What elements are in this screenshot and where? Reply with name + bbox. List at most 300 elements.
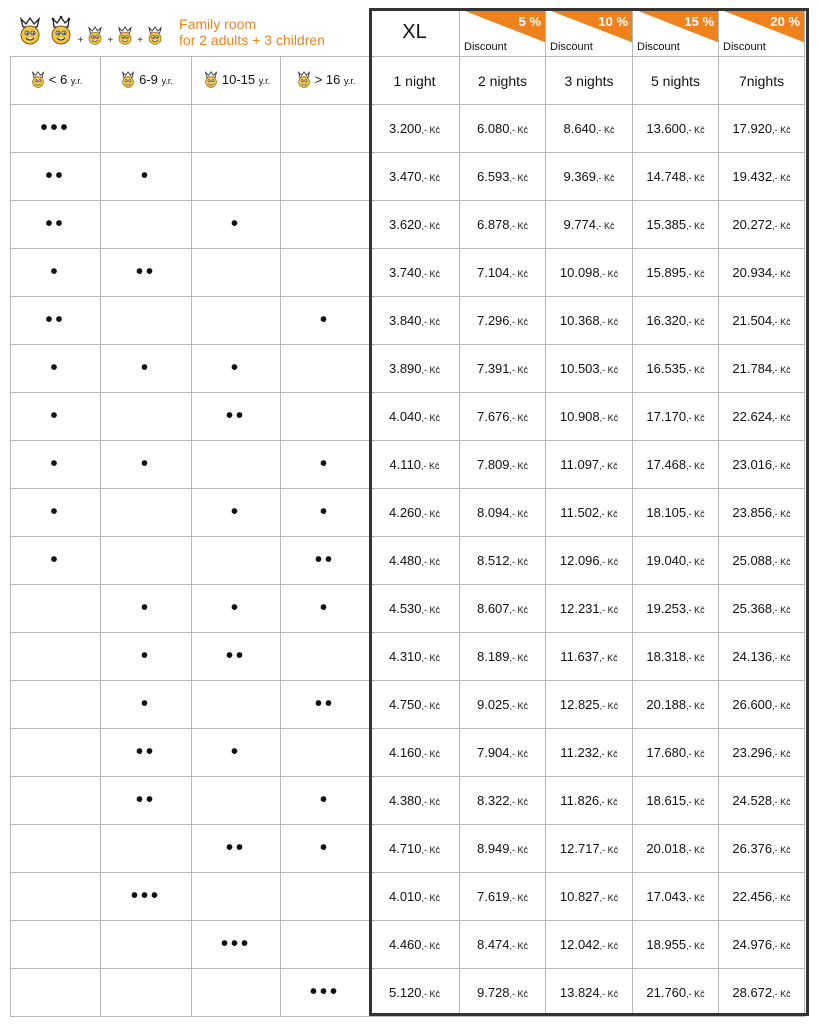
currency-label: ,- Kč (772, 461, 791, 471)
child-count-dots: • (320, 453, 331, 475)
price-cell (633, 201, 719, 249)
child-count-dots: •• (45, 309, 66, 331)
price-value: 26.376 (732, 841, 773, 856)
price-value: 22.624 (732, 409, 773, 424)
table-row (11, 489, 818, 537)
price-cell (719, 969, 805, 1017)
header-row-1 (11, 9, 818, 57)
price-cell (460, 681, 546, 729)
currency-label: ,- Kč (772, 845, 791, 855)
price-cell (546, 825, 633, 873)
price-cell (546, 249, 633, 297)
price-cell (546, 777, 633, 825)
child-count-cell (281, 345, 370, 393)
price-value: 10.368 (559, 313, 600, 328)
price-cell (370, 681, 460, 729)
price-value: 22.456 (732, 889, 773, 904)
child-count-dots: • (320, 789, 331, 811)
child-count-cell (192, 441, 281, 489)
child-count-cell (101, 201, 192, 249)
currency-label: ,- Kč (421, 797, 441, 807)
child-count-cell (101, 585, 192, 633)
child-count-dots: ••• (310, 981, 341, 1003)
child-face-icon (85, 25, 105, 50)
price-cell (370, 105, 460, 153)
child-count-cell (101, 969, 192, 1017)
child-count-cell (101, 681, 192, 729)
currency-label: ,- Kč (772, 605, 791, 615)
child-count-dots: • (50, 549, 61, 571)
child-count-cell (281, 393, 370, 441)
child-count-dots: ••• (220, 933, 251, 955)
currency-label: ,- Kč (686, 125, 705, 135)
currency-label: ,- Kč (772, 557, 791, 567)
currency-label: ,- Kč (686, 749, 705, 759)
currency-label: ,- Kč (686, 269, 705, 279)
price-value: 24.528 (732, 793, 773, 808)
price-value: 23.296 (732, 745, 773, 760)
child-face-icon (295, 70, 313, 91)
price-value: 7.391 (476, 361, 510, 376)
child-count-cell (281, 249, 370, 297)
currency-label: ,- Kč (509, 461, 529, 471)
price-cell (546, 105, 633, 153)
price-cell (633, 345, 719, 393)
price-cell (460, 873, 546, 921)
room-title: Family room (179, 16, 257, 33)
price-value: 20.934 (732, 265, 773, 280)
child-count-cell (101, 729, 192, 777)
currency-label: ,- Kč (599, 557, 619, 567)
child-count-dots: •• (315, 549, 336, 571)
age-range: < 6 (48, 71, 68, 87)
price-cell (370, 633, 460, 681)
child-count-cell (281, 633, 370, 681)
child-count-dots: • (320, 837, 331, 859)
child-count-dots: • (50, 453, 61, 475)
price-value: 4.530 (388, 601, 422, 616)
price-cell (460, 201, 546, 249)
child-count-cell (192, 105, 281, 153)
price-cell (460, 633, 546, 681)
price-cell (633, 105, 719, 153)
price-cell (719, 249, 805, 297)
child-count-cell (192, 489, 281, 537)
currency-label: ,- Kč (686, 989, 705, 999)
plus-sign: + (77, 34, 84, 46)
nights-header: 1 night (370, 57, 460, 105)
price-cell (546, 489, 633, 537)
price-cell (719, 777, 805, 825)
king-face-icon (15, 15, 45, 50)
child-count-dots: ••• (130, 885, 161, 907)
currency-label: ,- Kč (599, 989, 619, 999)
table-row (11, 969, 818, 1017)
child-count-dots: • (230, 741, 241, 763)
discount-label: Discount (637, 41, 680, 53)
price-value: 15.895 (646, 265, 687, 280)
price-value: 10.908 (559, 409, 600, 424)
family-icons (15, 15, 166, 50)
currency-label: ,- Kč (686, 941, 705, 951)
child-count-cell (101, 249, 192, 297)
price-cell (719, 105, 805, 153)
table-row (11, 825, 818, 873)
price-value: 11.637 (560, 649, 600, 664)
currency-label: ,- Kč (772, 173, 791, 183)
price-cell (370, 585, 460, 633)
child-count-cell (11, 537, 101, 585)
child-count-dots: • (140, 693, 151, 715)
price-value: 7.904 (476, 745, 510, 760)
price-value: 24.976 (732, 937, 773, 952)
child-count-cell (101, 393, 192, 441)
child-count-dots: • (50, 501, 61, 523)
currency-label: ,- Kč (686, 653, 705, 663)
currency-label: ,- Kč (509, 125, 529, 135)
price-cell (460, 393, 546, 441)
currency-label: ,- Kč (421, 461, 440, 471)
child-count-cell (281, 585, 370, 633)
child-count-cell (281, 153, 370, 201)
currency-label: ,- Kč (686, 461, 705, 471)
discount-percent: 20 % (770, 14, 801, 29)
currency-label: ,- Kč (599, 845, 619, 855)
price-cell (719, 681, 805, 729)
currency-label: ,- Kč (686, 701, 705, 711)
price-cell (546, 729, 633, 777)
price-cell (370, 345, 460, 393)
price-cell (633, 489, 719, 537)
child-count-cell (192, 633, 281, 681)
table-row (11, 153, 818, 201)
currency-label: ,- Kč (421, 989, 441, 999)
price-cell (370, 489, 460, 537)
price-cell (546, 921, 633, 969)
room-subtitle: for 2 adults + 3 children (179, 32, 325, 49)
price-value: 7.676 (476, 409, 510, 424)
child-count-dots: • (320, 597, 331, 619)
price-cell (633, 825, 719, 873)
price-value: 12.231 (559, 601, 600, 616)
child-count-cell (192, 249, 281, 297)
currency-label: ,- Kč (509, 701, 529, 711)
price-value: 21.784 (732, 361, 773, 376)
price-cell (370, 201, 460, 249)
price-cell (546, 873, 633, 921)
child-count-dots: •• (135, 789, 156, 811)
child-count-dots: •• (45, 165, 66, 187)
child-count-dots: ••• (40, 117, 71, 139)
child-count-cell (101, 153, 192, 201)
child-count-cell (11, 825, 101, 873)
nights-header: 2 nights (460, 57, 546, 105)
price-cell (719, 153, 805, 201)
age-col-under-6 (11, 57, 101, 105)
child-count-dots: • (230, 213, 241, 235)
price-cell (719, 585, 805, 633)
child-count-dots: • (230, 357, 241, 379)
currency-label: ,- Kč (686, 317, 705, 327)
price-value: 4.260 (388, 505, 422, 520)
discount-label: Discount (723, 41, 766, 53)
price-cell (460, 729, 546, 777)
currency-label: ,- Kč (599, 269, 619, 279)
price-value: 8.094 (476, 505, 510, 520)
currency-label: ,- Kč (421, 173, 441, 183)
child-face-icon (202, 70, 220, 91)
currency-label: ,- Kč (421, 845, 441, 855)
child-count-dots: • (320, 501, 331, 523)
price-cell (460, 345, 546, 393)
price-cell (546, 585, 633, 633)
child-count-cell (11, 921, 101, 969)
price-cell (633, 537, 719, 585)
price-cell (370, 729, 460, 777)
table-row (11, 537, 818, 585)
currency-label: ,- Kč (772, 413, 791, 423)
currency-label: ,- Kč (509, 269, 529, 279)
discount-5-cell (460, 9, 546, 57)
price-value: 3.890 (388, 361, 422, 376)
age-unit: y.r. (258, 75, 271, 86)
price-value: 8.607 (476, 601, 510, 616)
currency-label: ,- Kč (509, 749, 529, 759)
xl-label: XL (370, 9, 460, 57)
child-count-cell (192, 537, 281, 585)
currency-label: ,- Kč (686, 605, 705, 615)
price-value: 5.120 (388, 985, 422, 1000)
price-value: 23.016 (732, 457, 773, 472)
price-value: 9.728 (476, 985, 510, 1000)
child-count-dots: •• (315, 693, 336, 715)
price-value: 8.512 (476, 553, 510, 568)
price-value: 25.088 (732, 553, 773, 568)
currency-label: ,- Kč (421, 605, 441, 615)
age-col-over-16 (281, 57, 370, 105)
room-description (179, 16, 325, 48)
price-cell (370, 393, 460, 441)
table-row (11, 777, 818, 825)
currency-label: ,- Kč (772, 941, 791, 951)
price-cell (719, 729, 805, 777)
price-table (10, 8, 818, 1017)
child-count-cell (11, 585, 101, 633)
age-col-6-9 (101, 57, 192, 105)
price-cell (460, 777, 546, 825)
price-value: 12.042 (559, 937, 600, 952)
child-count-dots: • (140, 645, 151, 667)
price-value: 3.740 (388, 265, 422, 280)
age-range: 6-9 (139, 71, 158, 87)
table-row (11, 393, 818, 441)
price-cell (370, 249, 460, 297)
discount-percent: 15 % (684, 14, 715, 29)
price-cell (633, 921, 719, 969)
table-row (11, 345, 818, 393)
price-value: 18.955 (646, 937, 687, 952)
currency-label: ,- Kč (509, 221, 529, 231)
child-count-dots: •• (225, 645, 246, 667)
child-face-icon (119, 70, 137, 91)
child-count-cell (101, 777, 192, 825)
child-count-cell (281, 873, 370, 921)
price-value: 26.600 (732, 697, 773, 712)
currency-label: ,- Kč (421, 941, 441, 951)
child-count-cell (11, 729, 101, 777)
currency-label: ,- Kč (772, 749, 791, 759)
child-count-cell (192, 825, 281, 873)
price-cell (370, 153, 460, 201)
child-count-cell (192, 969, 281, 1017)
price-cell (370, 441, 460, 489)
age-range: > 16 (314, 71, 341, 87)
price-value: 15.385 (646, 217, 687, 232)
child-count-cell (192, 345, 281, 393)
currency-label: ,- Kč (599, 605, 619, 615)
price-cell (633, 441, 719, 489)
currency-label: ,- Kč (509, 365, 529, 375)
price-rows (11, 105, 818, 1017)
child-count-cell (192, 201, 281, 249)
price-value: 17.043 (646, 889, 687, 904)
discount-20-cell (719, 9, 805, 57)
price-value: 6.080 (476, 121, 510, 136)
price-cell (719, 489, 805, 537)
price-cell (719, 537, 805, 585)
price-value: 16.535 (646, 361, 687, 376)
table-row (11, 201, 818, 249)
child-count-cell (101, 345, 192, 393)
nights-header: 3 nights (546, 57, 633, 105)
currency-label: ,- Kč (599, 365, 619, 375)
price-cell (546, 441, 633, 489)
age-range: 10-15 (221, 71, 256, 87)
price-value: 13.600 (646, 121, 687, 136)
currency-label: ,- Kč (686, 893, 705, 903)
currency-label: ,- Kč (772, 125, 791, 135)
price-value: 8.322 (476, 793, 510, 808)
currency-label: ,- Kč (772, 221, 791, 231)
child-count-dots: • (50, 405, 61, 427)
child-count-cell (192, 585, 281, 633)
price-value: 9.774 (563, 217, 597, 232)
currency-label: ,- Kč (421, 701, 441, 711)
child-count-dots: • (140, 165, 151, 187)
child-count-cell (11, 681, 101, 729)
price-cell (460, 969, 546, 1017)
price-cell (370, 537, 460, 585)
child-count-cell (281, 681, 370, 729)
price-cell (633, 777, 719, 825)
currency-label: ,- Kč (599, 797, 618, 807)
child-count-dots: •• (45, 213, 66, 235)
price-value: 4.010 (388, 889, 422, 904)
child-count-dots: • (140, 453, 151, 475)
discount-10-cell (546, 9, 633, 57)
child-count-cell (281, 777, 370, 825)
currency-label: ,- Kč (421, 653, 441, 663)
currency-label: ,- Kč (772, 653, 791, 663)
price-cell (460, 585, 546, 633)
price-value: 21.760 (646, 985, 687, 1000)
nights-header: 7nights (719, 57, 805, 105)
price-value: 3.840 (388, 313, 422, 328)
table-row (11, 633, 818, 681)
table-row (11, 873, 818, 921)
price-cell (460, 441, 546, 489)
price-value: 8.949 (476, 841, 510, 856)
price-value: 12.717 (559, 841, 600, 856)
child-count-cell (11, 489, 101, 537)
table-row (11, 681, 818, 729)
currency-label: ,- Kč (686, 365, 705, 375)
currency-label: ,- Kč (421, 893, 441, 903)
child-count-dots: • (140, 357, 151, 379)
price-value: 14.748 (646, 169, 687, 184)
currency-label: ,- Kč (509, 797, 529, 807)
price-cell (719, 873, 805, 921)
currency-label: ,- Kč (686, 221, 705, 231)
price-value: 10.827 (559, 889, 600, 904)
child-count-cell (281, 489, 370, 537)
child-count-cell (192, 729, 281, 777)
price-value: 19.253 (646, 601, 687, 616)
price-value: 16.320 (646, 313, 687, 328)
currency-label: ,- Kč (509, 317, 529, 327)
child-count-cell (101, 873, 192, 921)
price-value: 11.097 (560, 457, 600, 472)
room-title-cell (11, 9, 370, 57)
currency-label: ,- Kč (599, 413, 619, 423)
child-count-cell (11, 105, 101, 153)
price-value: 11.232 (560, 745, 600, 760)
currency-label: ,- Kč (686, 557, 705, 567)
price-value: 7.809 (476, 457, 510, 472)
price-cell (370, 921, 460, 969)
discount-15-cell (633, 9, 719, 57)
currency-label: ,- Kč (421, 749, 441, 759)
child-count-dots: •• (225, 405, 246, 427)
age-unit: y.r. (161, 75, 173, 86)
price-value: 19.432 (732, 169, 773, 184)
child-count-dots: •• (225, 837, 246, 859)
child-count-dots: •• (135, 741, 156, 763)
nights-header: 5 nights (633, 57, 719, 105)
currency-label: ,- Kč (599, 461, 618, 471)
child-count-cell (192, 393, 281, 441)
child-count-cell (192, 681, 281, 729)
price-cell (370, 777, 460, 825)
price-value: 4.380 (388, 793, 422, 808)
currency-label: ,- Kč (596, 125, 615, 135)
price-cell (460, 825, 546, 873)
child-count-cell (281, 729, 370, 777)
price-value: 3.200 (388, 121, 422, 136)
price-value: 4.310 (388, 649, 422, 664)
child-count-cell (192, 873, 281, 921)
currency-label: ,- Kč (686, 173, 705, 183)
child-count-cell (11, 777, 101, 825)
price-value: 4.710 (388, 841, 422, 856)
price-value: 8.189 (476, 649, 510, 664)
child-count-dots: • (50, 357, 61, 379)
currency-label: ,- Kč (596, 221, 615, 231)
price-value: 6.878 (476, 217, 510, 232)
price-cell (370, 969, 460, 1017)
price-cell (546, 201, 633, 249)
currency-label: ,- Kč (686, 413, 705, 423)
